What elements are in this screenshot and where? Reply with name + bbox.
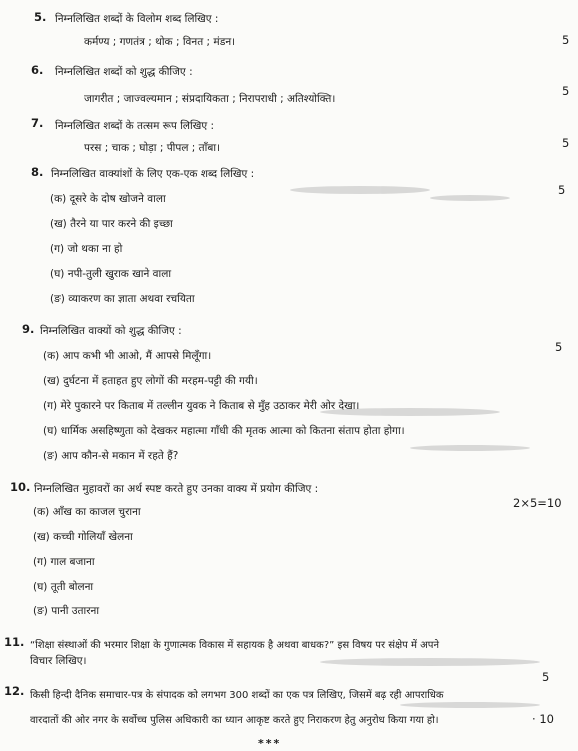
option-item: (क) आँख का काजल चुराना [33, 506, 141, 518]
marks: 2×5=10 [513, 496, 562, 510]
question-number: 10. [10, 480, 31, 494]
question-text: निम्नलिखित वाक्यांशों के लिए एक-एक शब्द लिखिए : [51, 168, 255, 180]
marks: · 10 [532, 712, 554, 726]
marks: 5 [562, 136, 570, 150]
question-text: निम्नलिखित शब्दों के तत्सम रूप लिखिए : [55, 120, 215, 132]
question-text: निम्नलिखित शब्दों के विलोम शब्द लिखिए : [55, 13, 219, 25]
option-item: (ख) दुर्घटना में हताहत हुए लोगों की मरहम-पट्टी की गयी। [43, 375, 258, 387]
marks: 5 [562, 84, 570, 98]
marks: 5 [555, 340, 563, 354]
option-item: (ग) गाल बजाना [33, 556, 95, 568]
question-number: 9. [22, 322, 35, 336]
question-text-continued: वारदातों की ओर नगर के सर्वोच्च पुलिस अधिकारी का ध्यान आकृष्ट करते हुए निराकरण हेतु अनुरोध किया गया हो। [30, 715, 439, 726]
option-item: (घ) तूती बोलना [33, 581, 94, 593]
question-number: 12. [4, 684, 25, 698]
question-line: जागरीत ; जाज्वल्यमान ; संप्रदायिकता ; निरापराधी ; अतिश्योक्ति। [84, 93, 336, 105]
marks-value: 10 [539, 712, 554, 726]
question-line: परस ; चाक ; घोड़ा ; पीपल ; ताँबा। [84, 142, 221, 154]
option-item: (घ) धार्मिक असहिष्णुता को देखकर महात्मा गाँधी की मृतक आत्मा को कितना संताप होता होगा। [43, 425, 405, 437]
marks: 5 [558, 183, 566, 197]
option-item: (घ) नपी-तुली खुराक खाने वाला [50, 268, 172, 280]
option-item: (ङ) व्याकरण का ज्ञाता अथवा रचयिता [50, 293, 195, 305]
question-text: निम्नलिखित शब्दों को शुद्ध कीजिए : [55, 66, 193, 78]
question-line: कर्मण्य ; गणतंत्र ; थोक ; विनत ; मंडन। [84, 36, 236, 48]
question-number: 6. [31, 63, 44, 77]
marks: 5 [562, 33, 570, 47]
option-item: (ग) जो थका ना हो [50, 243, 123, 255]
option-item: (ङ) पानी उतारना [33, 605, 100, 617]
option-item: (ग) मेरे पुकारने पर किताब में तल्लीन युवक ने किताब से मुँह उठाकर मेरी ओर देखा। [43, 400, 360, 412]
question-number: 5. [34, 10, 47, 24]
marks: 5 [542, 670, 550, 684]
end-of-paper-mark: *** [258, 737, 282, 750]
question-text-continued: विचार लिखिए। [30, 655, 87, 667]
question-number: 11. [4, 635, 25, 649]
option-item: (ख) कच्ची गोलियाँ खेलना [33, 531, 133, 543]
option-item: (क) आप कभी भी आओ, मैं आपसे मिलूँगा। [43, 350, 212, 362]
question-text: “शिक्षा संस्थाओं की भरमार शिक्षा के गुणात्मक विकास में सहायक है अथवा बाधक?” इस विषय पर संक्षेप में अपने [30, 640, 440, 651]
question-number: 8. [31, 165, 44, 179]
option-item: (ख) तैरने या पार करने की इच्छा [50, 218, 173, 230]
option-item: (ङ) आप कौन-से मकान में रहते हैं? [43, 450, 179, 462]
question-text: किसी हिन्दी दैनिक समाचार-पत्र के संपादक को लगभग 300 शब्दों का एक पत्र लिखिए, जिसमें बढ़ रही आपराधिक [30, 690, 444, 701]
question-text: निम्नलिखित वाक्यों को शुद्ध कीजिए : [40, 325, 182, 337]
question-text: निम्नलिखित मुहावरों का अर्थ स्पष्ट करते हुए उनका वाक्य में प्रयोग कीजिए : [34, 483, 319, 495]
question-number: 7. [31, 116, 44, 130]
option-item: (क) दूसरे के दोष खोजने वाला [50, 193, 166, 205]
